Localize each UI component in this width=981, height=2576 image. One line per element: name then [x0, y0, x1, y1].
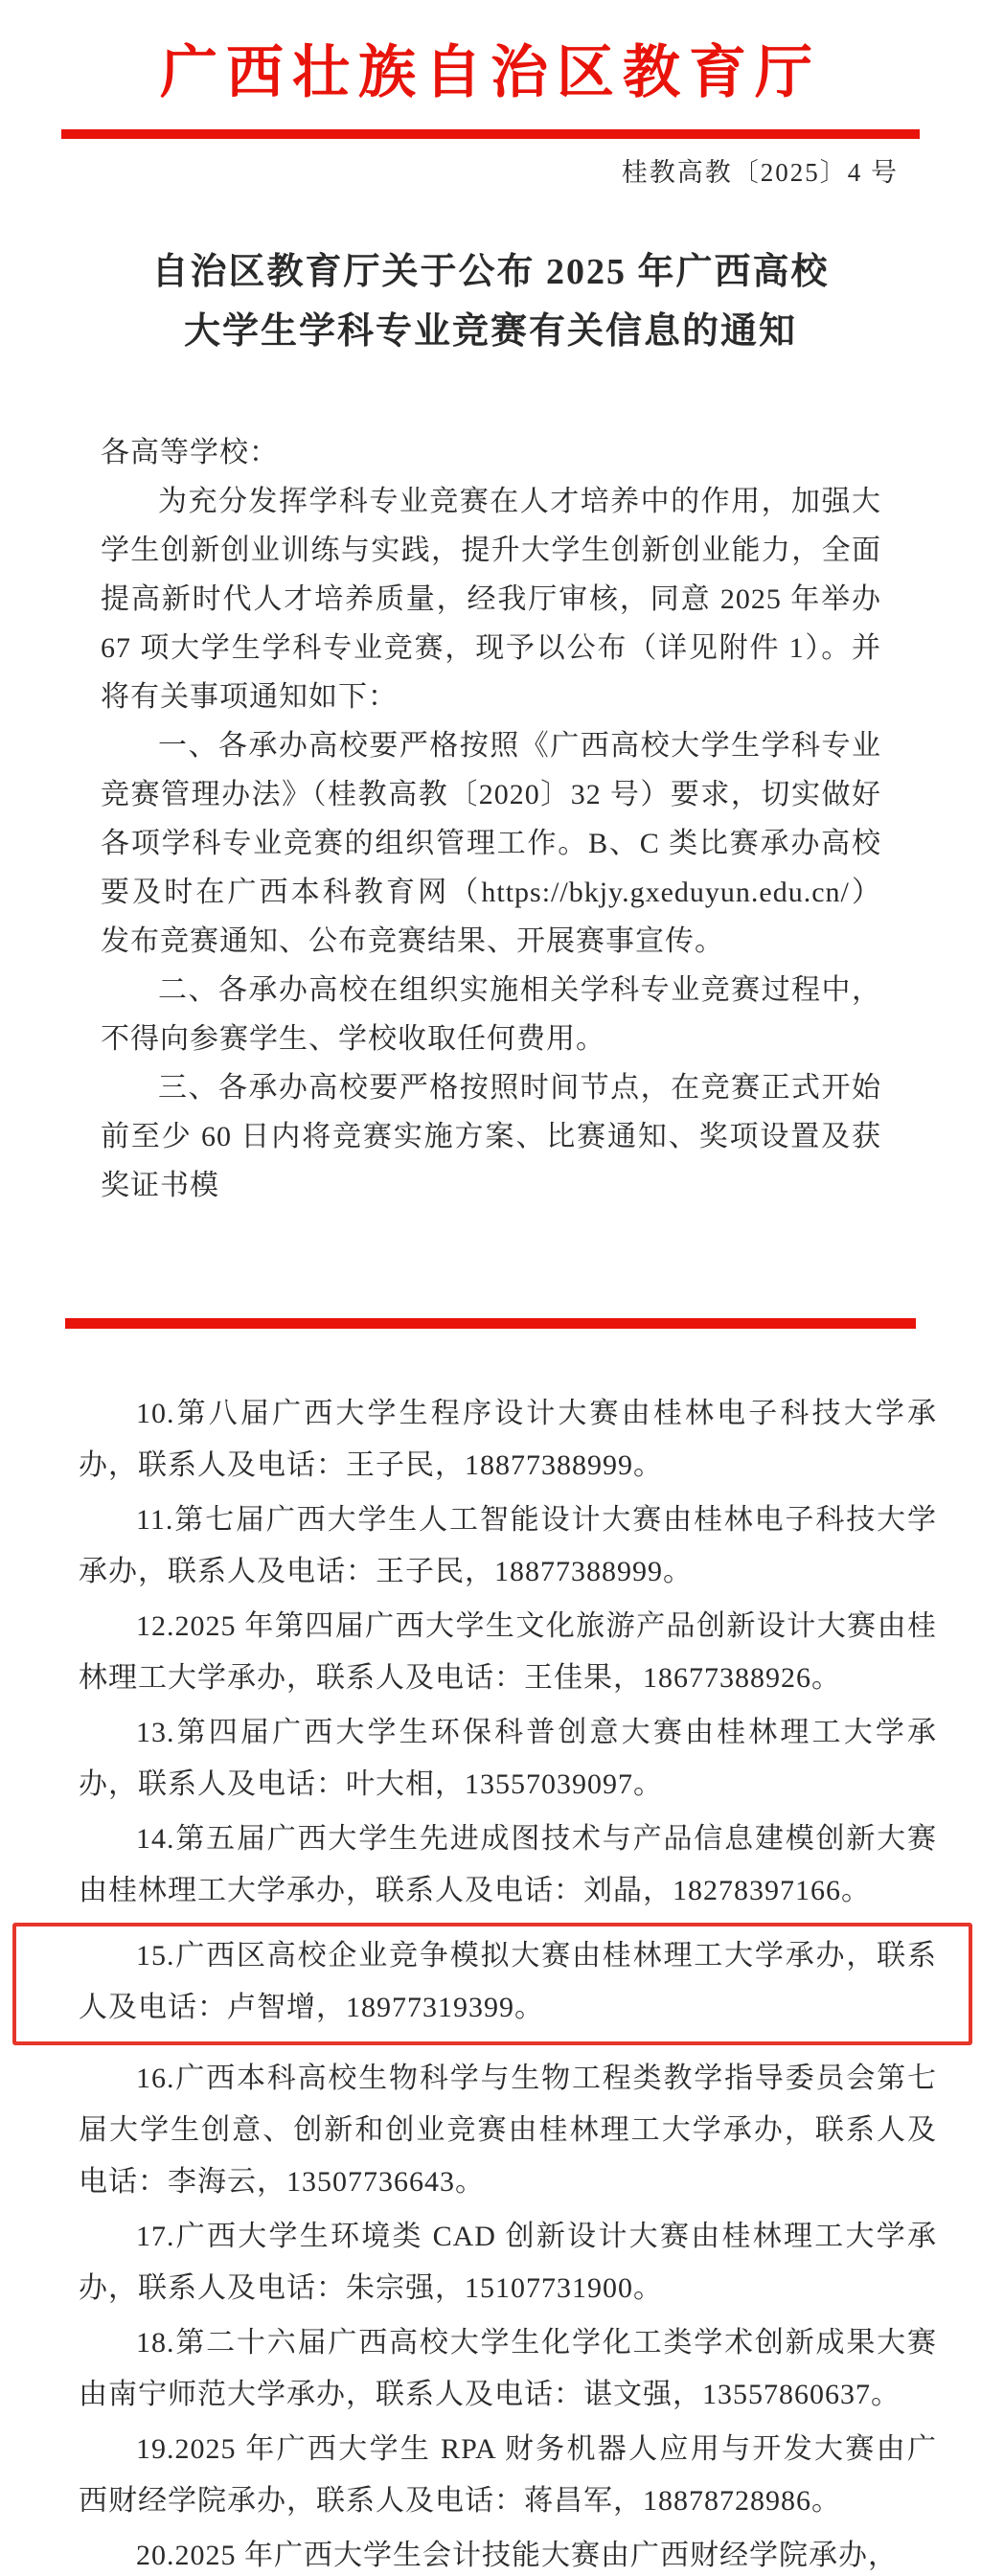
body-paragraph: 一、各承办高校要严格按照《广西高校大学生学科专业竞赛管理办法》（桂教高教〔2020〕32 号）要求，切实做好各项学科专业竞赛的组织管理工作。B、C 类比赛承办高校要及时在广西本科教育网（https://bkjy.gxeduyun.edu.cn/）发布竞赛通知、公布竞赛结果、开展赛事宣传。	[101, 730, 881, 957]
page-divider	[65, 1318, 916, 1329]
salutation: 各高等学校：	[101, 437, 279, 468]
doc-number: 桂教高教〔2025〕4 号	[621, 158, 899, 187]
list-item: 14.第五届广西大学生先进成图技术与产品信息建模创新大赛由桂林理工大学承办，联系人及电话：刘晶，18278397166。	[79, 1823, 937, 1906]
list-item: 17.广西大学生环境类 CAD 创新设计大赛由桂林理工大学承办，联系人及电话：朱宗强，15107731900。	[79, 2221, 937, 2304]
notice-title-line1: 自治区教育厅关于公布 2025 年广西高校	[151, 252, 830, 292]
list-item: 10.第八届广西大学生程序设计大赛由桂林电子科技大学承办，联系人及电话：王子民，18877388999。	[79, 1398, 937, 1481]
list-item: 19.2025 年广西大学生 RPA 财务机器人应用与开发大赛由广西财经学院承办，联系人及电话：蒋昌军，18878728986。	[79, 2433, 937, 2517]
notice-title	[38, 242, 943, 361]
letterhead-divider	[61, 129, 920, 139]
competition-list	[79, 1388, 937, 2576]
list-item: 18.第二十六届广西高校大学生化学化工类学术创新成果大赛由南宁师范大学承办，联系人及电话：谌文强，13557860637。	[79, 2327, 937, 2410]
agency-name: 广西壮族自治区教育厅	[160, 41, 821, 104]
list-item: 16.广西本科高校生物科学与生物工程类教学指导委员会第七届大学生创意、创新和创业竞赛由桂林理工大学承办，联系人及电话：李海云，13507736643。	[79, 2063, 937, 2198]
notice-body	[101, 428, 881, 1210]
list-item: 13.第四届广西大学生环保科普创意大赛由桂林理工大学承办，联系人及电话：叶大相，13557039097。	[79, 1717, 937, 1800]
list-item: 20.2025 年广西大学生会计技能大赛由广西财经学院承办，	[136, 2540, 898, 2571]
notice-title-line2: 大学生学科专业竞赛有关信息的通知	[183, 311, 797, 352]
body-paragraph: 二、各承办高校在组织实施相关学科专业竞赛过程中，不得向参赛学生、学校收取任何费用。	[101, 974, 881, 1055]
body-paragraph: 为充分发挥学科专业竞赛在人才培养中的作用，加强大学生创新创业训练与实践，提升大学生创新创业能力，全面提高新时代人才培养质量，经我厅审核，同意 2025 年举办 67 项大学生学科专业竞赛，现予以公布（详见附件 1）。并将有关事项通知如下：	[101, 486, 881, 713]
body-paragraph: 三、各承办高校要严格按照时间节点，在竞赛正式开始前至少 60 日内将竞赛实施方案、比赛通知、奖项设置及获奖证书模	[101, 1072, 881, 1201]
list-item: 12.2025 年第四届广西大学生文化旅游产品创新设计大赛由桂林理工大学承办，联系人及电话：王佳果，18677388926。	[79, 1610, 937, 1694]
list-item: 11.第七届广西大学生人工智能设计大赛由桂林电子科技大学承办，联系人及电话：王子民，18877388999。	[79, 1504, 937, 1587]
list-item-highlighted: 15.广西区高校企业竞争模拟大赛由桂林理工大学承办，联系人及电话：卢智增，18977319399。	[12, 1923, 972, 2045]
